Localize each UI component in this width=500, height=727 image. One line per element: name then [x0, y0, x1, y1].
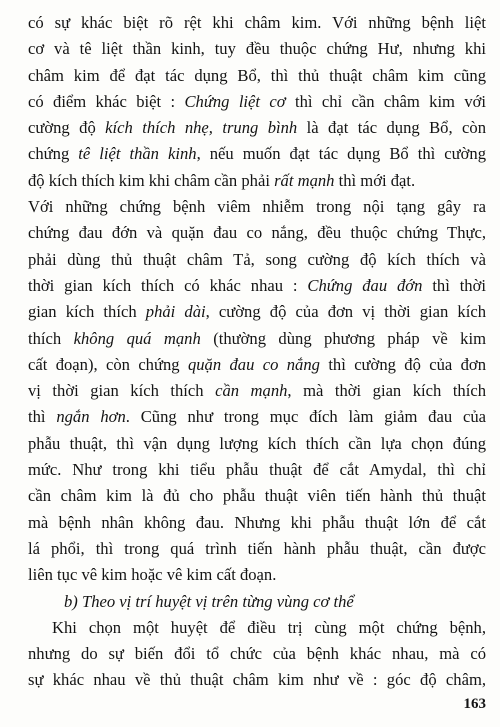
italic-term: không quá mạnh — [73, 328, 201, 348]
text-line: cơ và tê liệt thần kinh, tuy đều thuộc chứng Hư, nhưng khi — [28, 39, 486, 59]
text-line — [28, 89, 486, 115]
text-run: độ kích thích kim khi châm cần phải — [28, 170, 275, 190]
text-line: liên tục vê kim hoặc vê kim cất đoạn. — [28, 565, 277, 585]
text-line — [28, 326, 486, 352]
text-line: chứng đau đớn và quặn đau co nắng, đều thuộc chứng Thực, — [28, 223, 486, 243]
text-line: sự khác nhau về thủ thuật châm kim như về : góc độ châm, — [28, 670, 486, 690]
text-line: mức. Như trong khi tiểu phẫu thuật để cắt Amydal, thì chỉ — [28, 460, 486, 480]
italic-term: ngắn hơn — [56, 407, 126, 427]
text-run: cất đoạn), còn chứng — [28, 354, 188, 374]
body-text — [28, 10, 486, 694]
italic-term: Chứng đau đớn — [307, 275, 423, 295]
text-line: lá phổi, thì trong quá trình tiến hành phẫu thuật, cần được — [28, 538, 486, 558]
text-line: có sự khác biệt rõ rệt khi châm kim. Với những bệnh liệt — [28, 13, 486, 32]
text-run: thì chỉ cần châm kim với — [285, 91, 487, 111]
text-run: , cường độ của đơn vị thời gian kích — [205, 302, 487, 322]
italic-term: quặn đau co nắng — [187, 354, 320, 374]
text-run: thời gian kích thích có khác nhau : — [28, 275, 308, 295]
italic-term: tê liệt thần kinh — [78, 144, 197, 164]
text-run: (thường dùng phương pháp về kim — [200, 328, 486, 348]
text-run: thì — [28, 407, 57, 427]
text-run: thì cường độ của đơn — [319, 354, 486, 374]
text-run: vị thời gian kích thích — [28, 381, 216, 401]
page-number: 163 — [463, 696, 486, 712]
text-run: chứng — [28, 144, 79, 164]
text-run: , nếu muốn đạt tác dụng Bổ thì cường — [196, 144, 486, 164]
section-heading: b) Theo vị trí huyệt vị trên từng vùng cơ thể — [64, 591, 354, 611]
text-line — [28, 404, 486, 430]
italic-term: kích thích nhẹ, trung bình — [105, 118, 298, 138]
text-line: mà bệnh nhân không đau. Nhưng khi phẫu thuật lớn để cắt — [28, 512, 486, 532]
text-line — [28, 141, 486, 167]
text-run: cường độ — [28, 118, 106, 138]
italic-term: cần mạnh — [215, 381, 288, 401]
text-line — [28, 352, 486, 378]
text-line — [28, 378, 486, 404]
italic-term: phải dài — [145, 302, 206, 322]
text-run: . Cũng như trong mục đích làm giảm đau của — [125, 407, 486, 427]
text-run: thì mới đạt. — [334, 170, 416, 190]
text-line — [28, 299, 486, 325]
text-run: gian kích thích — [28, 302, 146, 322]
text-line: châm kim để đạt tác dụng Bổ, thì thủ thuật châm kim cũng — [28, 65, 486, 85]
italic-term: Chứng liệt cơ — [184, 91, 286, 111]
text-line: nhưng do sự biến đổi tổ chức của bệnh khác nhau, mà có — [28, 644, 486, 664]
text-line: Khi chọn một huyệt để điều trị cùng một chứng bệnh, — [52, 617, 486, 637]
text-line: Với những chứng bệnh viêm nhiễm trong nội tạng gây ra — [28, 197, 486, 217]
text-line: cần châm kim là đủ cho phẫu thuật viên tiến hành thủ thuật — [28, 486, 486, 506]
text-line — [28, 115, 486, 141]
text-run: có điểm khác biệt : — [28, 91, 185, 111]
text-run: thì thời — [422, 275, 486, 295]
paragraph-1 — [28, 10, 486, 194]
text-run: thích — [28, 328, 74, 348]
text-run: là đạt tác dụng Bổ, còn — [297, 118, 486, 138]
text-line — [28, 273, 486, 299]
italic-term: rất mạnh — [274, 170, 335, 190]
text-line: phẫu thuật, thì vận dụng lượng kích thích cần lựa chọn đúng — [28, 433, 486, 453]
paragraph-2 — [28, 194, 486, 588]
text-line: phải dùng thủ thuật châm Tả, song cường độ kích thích và — [28, 249, 486, 269]
text-run: , mà thời gian kích thích — [287, 381, 486, 401]
text-line — [28, 168, 486, 194]
paragraph-3 — [28, 615, 486, 694]
